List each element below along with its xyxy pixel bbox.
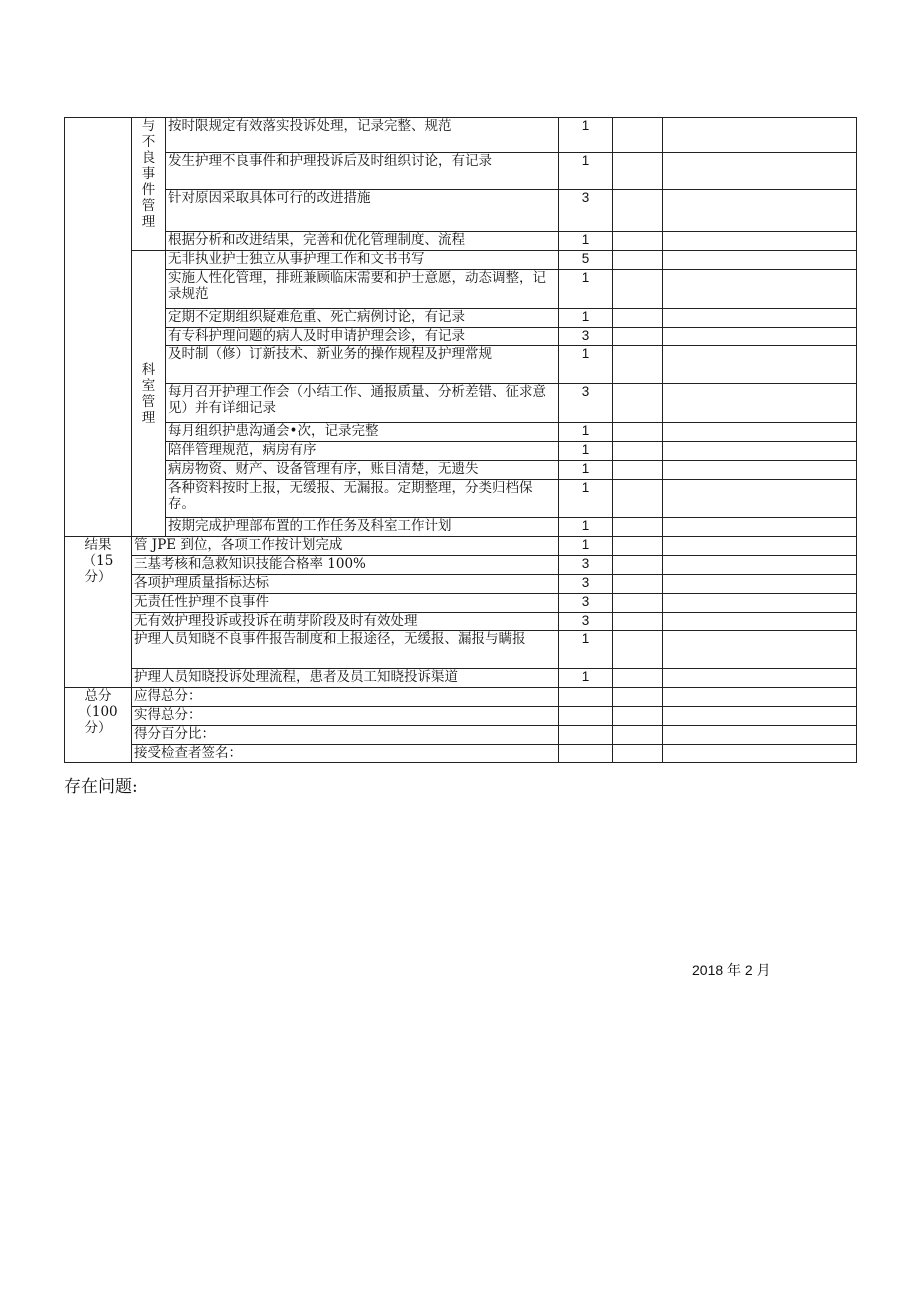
score-cell: 1 [559,309,613,328]
item-cell: 无非执业护士独立从事护理工作和文书书写 [166,251,559,270]
results-label-2: （15 [82,553,114,569]
blank-cell [663,669,857,688]
blank-cell [613,190,663,232]
total-label-1: 总分 [84,688,112,704]
total-label-2: （100 [78,704,118,720]
blank-cell [663,346,857,384]
blank-cell [613,669,663,688]
item-cell: 护理人员知晓不良事件报告制度和上报途径，无缓报、漏报与瞒报 [132,631,559,669]
category-results [65,537,132,688]
results-label-3: 分） [84,569,112,585]
blank-cell[interactable] [663,726,857,745]
blank-cell [613,346,663,384]
score-cell: 1 [559,153,613,190]
blank-cell [663,118,857,153]
item-cell: 针对原因采取具体可行的改进措施 [166,190,559,232]
item-cell: 及时制（修）订新技术、新业务的操作规程及护理常规 [166,346,559,384]
problems-label: 存在问题: [64,777,138,797]
document-date: 2018 年 2 月 [692,962,771,978]
blank-cell [613,631,663,669]
score-cell: 3 [559,556,613,575]
item-cell: 无责任性护理不良事件 [132,594,559,613]
score-cell: 3 [559,384,613,423]
blank-cell [663,423,857,442]
score-cell: 1 [559,270,613,309]
blank-cell [613,270,663,309]
blank-cell[interactable] [559,726,613,745]
score-cell: 1 [559,669,613,688]
item-cell: 有专科护理问题的病人及时申请护理会诊，有记录 [166,328,559,346]
blank-cell [663,190,857,232]
blank-cell [613,461,663,480]
blank-cell [663,518,857,537]
score-cell: 1 [559,442,613,461]
item-cell: 每月组织护患沟通会•次，记录完整 [166,423,559,442]
score-cell: 1 [559,518,613,537]
blank-cell [663,251,857,270]
item-cell: 无有效护理投诉或投诉在萌芽阶段及时有效处理 [132,613,559,631]
item-cell: 定期不定期组织疑难危重、死亡病例讨论，有记录 [166,309,559,328]
score-cell: 1 [559,461,613,480]
item-cell: 根据分析和改进结果，完善和优化管理制度、流程 [166,232,559,251]
blank-cell [663,556,857,575]
item-cell: 护理人员知晓投诉处理流程，患者及员工知晓投诉渠道 [132,669,559,688]
item-cell: 三基考核和急救知识技能合格率 100% [132,556,559,575]
blank-cell[interactable] [613,707,663,726]
blank-cell [663,537,857,556]
score-cell: 3 [559,328,613,346]
blank-cell [663,442,857,461]
blank-cell [613,575,663,594]
total-expected-score: 应得总分： [132,688,559,707]
blank-cell[interactable] [559,745,613,763]
category-total [65,688,132,763]
blank-cell [663,384,857,423]
blank-cell[interactable] [559,688,613,707]
inspectee-signature: 接受检查者签名： [132,745,559,763]
blank-cell [663,631,857,669]
blank-cell[interactable] [613,726,663,745]
blank-cell [613,613,663,631]
blank-cell [663,328,857,346]
item-cell: 按时限规定有效落实投诉处理，记录完整、规范 [166,118,559,153]
blank-cell[interactable] [663,745,857,763]
blank-cell [613,480,663,518]
blank-cell [663,480,857,518]
blank-cell [613,153,663,190]
total-label-3: 分） [84,720,112,736]
score-cell: 1 [559,423,613,442]
blank-cell[interactable] [613,745,663,763]
evaluation-table [64,117,857,763]
blank-cell [663,461,857,480]
results-label-1: 结果 [84,537,112,553]
blank-cell [613,328,663,346]
item-cell: 按期完成护理部布置的工作任务及科室工作计划 [166,518,559,537]
item-cell: 发生护理不良事件和护理投诉后及时组织讨论，有记录 [166,153,559,190]
score-cell: 5 [559,251,613,270]
blank-cell [613,556,663,575]
score-cell: 1 [559,232,613,251]
blank-cell[interactable] [663,707,857,726]
subcategory-department: 科室管理 [132,251,166,537]
score-cell: 1 [559,480,613,518]
item-cell: 病房物资、财产、设备管理有序，账目清楚，无遗失 [166,461,559,480]
blank-cell [663,153,857,190]
blank-cell [663,309,857,328]
blank-cell[interactable] [663,688,857,707]
blank-cell [613,251,663,270]
item-cell: 每月召开护理工作会（小结工作、通报质量、分析差错、征求意见）并有详细记录 [166,384,559,423]
item-cell: 管 JPE 到位，各项工作按计划完成 [132,537,559,556]
blank-cell [663,575,857,594]
score-cell: 1 [559,118,613,153]
blank-cell[interactable] [559,707,613,726]
score-cell: 3 [559,594,613,613]
score-cell: 3 [559,613,613,631]
score-cell: 1 [559,346,613,384]
score-cell: 1 [559,537,613,556]
blank-cell [613,423,663,442]
blank-cell [613,232,663,251]
item-cell: 实施人性化管理，排班兼顾临床需要和护士意愿，动态调整，记录规范 [166,270,559,309]
score-cell: 1 [559,631,613,669]
blank-cell [613,309,663,328]
blank-cell [663,594,857,613]
score-cell: 3 [559,575,613,594]
item-cell: 各项护理质量指标达标 [132,575,559,594]
blank-cell [663,232,857,251]
blank-cell [613,118,663,153]
score-cell: 3 [559,190,613,232]
item-cell: 陪伴管理规范，病房有序 [166,442,559,461]
blank-cell [663,270,857,309]
category-cell-process [65,118,132,537]
blank-cell [613,594,663,613]
blank-cell [613,537,663,556]
score-percentage: 得分百分比： [132,726,559,745]
blank-cell [613,442,663,461]
blank-cell[interactable] [613,688,663,707]
total-actual-score: 实得总分： [132,707,559,726]
subcategory-complaint: 与不良事件管理 [132,118,166,251]
item-cell: 各种资料按时上报，无缓报、无漏报。定期整理，分类归档保存。 [166,480,559,518]
blank-cell [663,613,857,631]
blank-cell [613,384,663,423]
blank-cell [613,518,663,537]
